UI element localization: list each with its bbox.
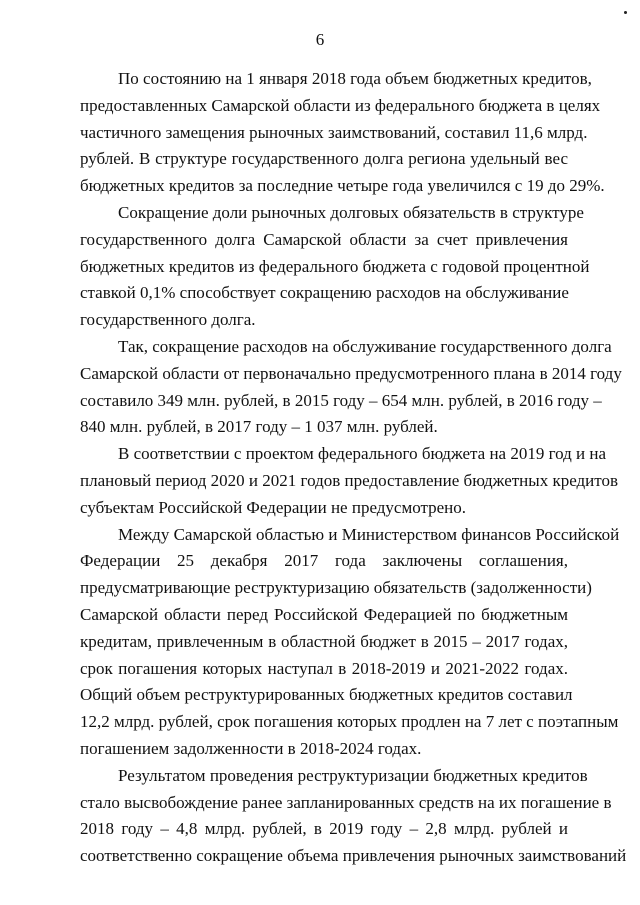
paragraph-1	[80, 66, 605, 200]
text-line: государственного долга.	[80, 310, 256, 330]
text-line: Так, сокращение расходов на обслуживание государственного долга	[118, 336, 612, 356]
text-line: 12,2 млрд. рублей, срок погашения которых продлен на 7 лет с поэтапным	[80, 712, 619, 732]
text-line: срок погашения которых наступал в 2018-2019 и 2021-2022 годах.	[80, 658, 568, 678]
text-line: составило 349 млн. рублей, в 2015 году – 654 млн. рублей, в 2016 году –	[80, 390, 602, 410]
text-line: стало высвобождение ранее запланированных средств на их погашение в	[80, 792, 612, 812]
text-line: Общий объем реструктурированных бюджетных кредитов составил	[80, 685, 573, 705]
scan-dot-mark	[624, 11, 627, 14]
text-line: По состоянию на 1 января 2018 года объем бюджетных кредитов,	[118, 69, 592, 88]
text-line: предусматривающие реструктуризацию обязательств (задолженности)	[80, 578, 592, 598]
text-line: погашением задолженности в 2018-2024 годах.	[80, 738, 422, 758]
text-line: бюджетных кредитов за последние четыре года увеличился с 19 до 29%.	[80, 176, 605, 196]
text-line: Федерации 25 декабря 2017 года заключены соглашения,	[80, 551, 568, 571]
document-body	[80, 66, 627, 870]
paragraph-4	[80, 441, 619, 521]
text-line: 2018 году – 4,8 млрд. рублей, в 2019 году – 2,8 млрд. рублей и	[80, 819, 568, 839]
paragraph-3	[80, 334, 622, 441]
paragraph-5	[80, 522, 620, 763]
text-line: 840 млн. рублей, в 2017 году – 1 037 млн. рублей.	[80, 417, 438, 437]
text-line: Результатом проведения реструктуризации бюджетных кредитов	[118, 765, 588, 785]
text-line: ставкой 0,1% способствует сокращению расходов на обслуживание	[80, 283, 569, 303]
text-line: Самарской области перед Российской Федерацией по бюджетным	[80, 604, 568, 624]
text-line: плановый период 2020 и 2021 годов предоставление бюджетных кредитов	[80, 470, 619, 490]
page-number: 6	[315, 30, 325, 49]
text-line: кредитам, привлеченным в областной бюджет в 2015 – 2017 годах,	[80, 631, 568, 651]
text-line: Сокращение доли рыночных долговых обязательств в структуре	[118, 202, 584, 222]
text-line: бюджетных кредитов из федерального бюджета с годовой процентной	[80, 256, 590, 276]
text-line: государственного долга Самарской области за счет привлечения	[80, 229, 568, 249]
text-line: субъектам Российской Федерации не предусмотрено.	[80, 497, 467, 517]
text-line: частичного замещения рыночных заимствований, составил 11,6 млрд.	[80, 122, 588, 142]
paragraph-6	[80, 763, 627, 870]
paragraph-2	[80, 200, 590, 334]
text-line: В соответствии с проектом федерального бюджета на 2019 год и на	[118, 444, 607, 464]
text-line: рублей. В структуре государственного долга региона удельный вес	[80, 149, 568, 169]
text-line: предоставленных Самарской области из федерального бюджета в целях	[80, 95, 601, 115]
text-line: Между Самарской областью и Министерством финансов Российской	[118, 524, 620, 544]
text-line: соответственно сокращение объема привлечения рыночных заимствований	[80, 846, 627, 866]
text-line: Самарской области от первоначально предусмотренного плана в 2014 году	[80, 363, 622, 383]
